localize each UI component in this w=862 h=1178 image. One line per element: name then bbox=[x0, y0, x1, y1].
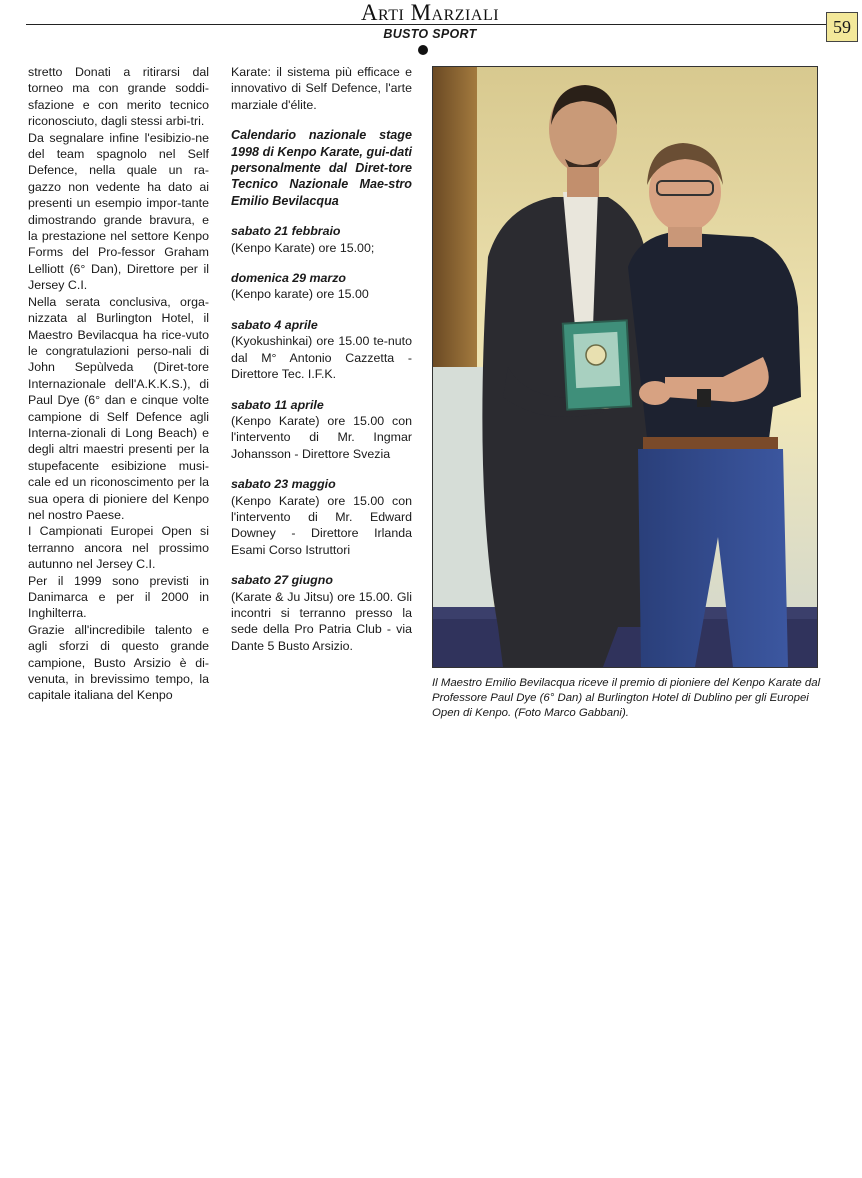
header-rule bbox=[26, 24, 826, 25]
event-date: sabato 4 aprile bbox=[231, 317, 318, 332]
intro-paragraph: Karate: il sistema più efficace e innovativo di Self Defence, l'arte marziale d'élite. bbox=[231, 65, 412, 112]
event-date: sabato 11 aprile bbox=[231, 397, 324, 412]
award-photo bbox=[432, 66, 818, 668]
page-number: 59 bbox=[826, 12, 858, 42]
calendar-heading: Calendario nazionale stage 1998 di Kenpo Karate, gui-dati personalmente dal Diret-tore Tecnico Nazionale Mae-stro Emilio Bevilacqua bbox=[231, 128, 412, 208]
photo-illustration bbox=[433, 67, 817, 667]
paragraph: Per il 1999 sono previsti in Danimarca e per il 2000 in Inghilterra. bbox=[28, 573, 209, 621]
paragraph: Da segnalare infine l'esibizio-ne del team spagnolo nel Self Defence, nella quale un ra-gazzo non vedente ha dato ai presenti un esempio impor-tante dimostrando grande bravura, e la prestazione nel settore Kenpo Forms del Pro-fessor Graham Lelliott (6° Dan), Direttore per il Jersey C.I. bbox=[28, 130, 209, 293]
section-title: Arti Marziali bbox=[360, 0, 500, 25]
subsection-label: BUSTO SPORT bbox=[383, 27, 477, 41]
paragraph: Grazie all'incredibile talento e agli sforzi di questo grande campione, Busto Arsizio è di-venuta, in brevissimo tempo, la capitale italiana del Kenpo bbox=[28, 622, 209, 703]
event-details: (Karate & Ju Jitsu) ore 15.00. Gli incontri si terranno presso la sede della Pro Patria Club - via Dante 5 Busto Arsizio. bbox=[231, 589, 412, 653]
event-details: (Kenpo Karate) ore 15.00; bbox=[231, 240, 375, 255]
paragraph: stretto Donati a ritirarsi dal torneo ma con grande soddi-sfazione e con merito tecnico riconosciuto, dagli stessi arbi-tri. bbox=[28, 65, 209, 129]
middle-column bbox=[231, 64, 412, 654]
event-details: (Kyokushinkai) ore 15.00 te-nuto dal M° Antonio Cazzetta - Direttore Tec. I.F.K. bbox=[231, 334, 412, 382]
event-details: (Kenpo Karate) ore 15.00 con l'intervento di Mr. Ingmar Johansson - Direttore Svezia bbox=[231, 413, 412, 461]
left-column bbox=[28, 64, 209, 704]
event-date: domenica 29 marzo bbox=[231, 271, 347, 286]
event-list bbox=[231, 223, 412, 654]
event-date: sabato 21 febbraio bbox=[231, 224, 341, 239]
event-date: sabato 23 maggio bbox=[231, 477, 336, 492]
event-date: sabato 27 giugno bbox=[231, 573, 333, 588]
paragraph: Nella serata conclusiva, orga-nizzata al Burlington Hotel, il Maestro Bevilacqua ha rice-vuto le congratulazioni perso-nali di John Sepùlveda (Diret-tore Internazionale dell'A.K.K.S.), di Paul Dye (6° dan e cinque volte campione di Self Defence agli Interna-zionali di Long Beach) e degli altri maestri presenti per la stupefacente esibizione musi-cale ed un riconoscimento per la sua opera di pioniere del Kenpo nel nostro Paese. bbox=[28, 294, 209, 522]
photo-caption: Il Maestro Emilio Bevilacqua riceve il premio di pioniere del Kenpo Karate dal Professore Paul Dye (6° Dan) al Burlington Hotel di Dublino per gli Europei Open di Kenpo. (Foto Marco Gabbani). bbox=[432, 677, 821, 719]
event-details: (Kenpo karate) ore 15.00 bbox=[231, 287, 369, 302]
event-details: (Kenpo Karate) ore 15.00 con l'intervento di Mr. Edward Downey - Direttore Irlanda Esami Corso Istruttori bbox=[231, 493, 412, 557]
paragraph: I Campionati Europei Open si terranno ancora nel prossimo autunno nel Jersey C.I. bbox=[28, 524, 209, 572]
header-bullet bbox=[418, 45, 428, 55]
